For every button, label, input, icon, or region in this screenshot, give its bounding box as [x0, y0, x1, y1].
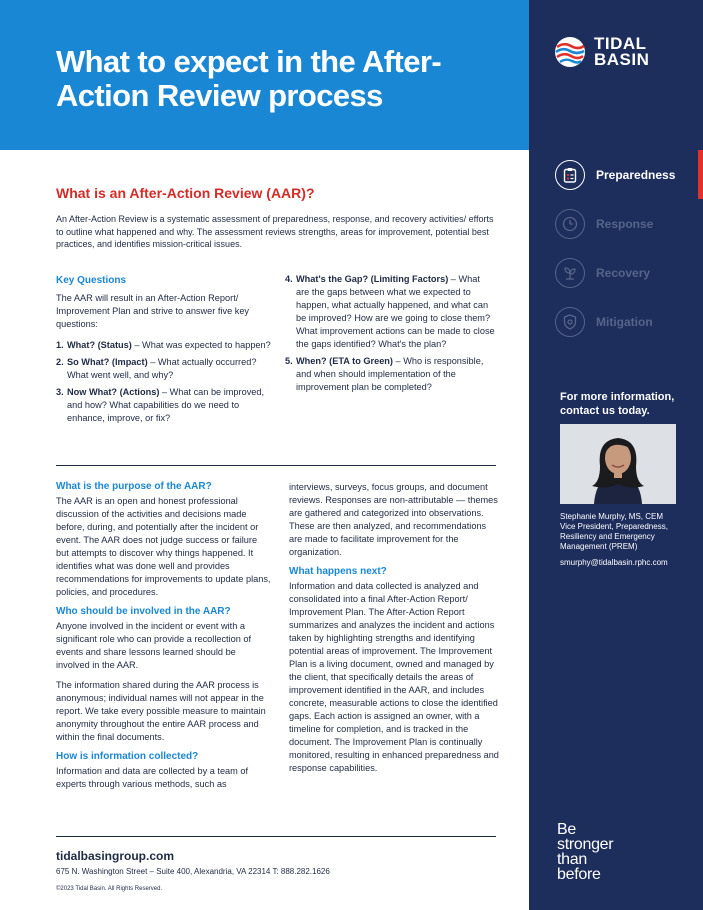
sidebar [529, 0, 703, 910]
involved-text-2: The information shared during the AAR process is anonymous; individual names will not appear in the report. We take every possible measure to maintain anonymity throughout the entire AAR process and within the final documents. [56, 680, 266, 742]
key-questions-column-left [56, 275, 271, 429]
involved-heading: Who should be involved in the AAR? [56, 606, 231, 617]
nav-label-mitigation: Mitigation [596, 314, 653, 329]
list-number: 4. [285, 274, 293, 284]
key-questions-list-2 [285, 273, 495, 394]
divider-bottom [56, 836, 496, 837]
list-item [56, 386, 271, 425]
list-item [56, 356, 271, 382]
list-item [285, 273, 495, 351]
key-questions-heading: Key Questions [56, 275, 127, 286]
question-text: – Who is responsible, and when should implementation of the improvement plan be completed? [296, 356, 484, 392]
logo-text [594, 36, 649, 68]
question-text: – What was expected to happen? [131, 340, 271, 350]
question-label: When? (ETA to Green) [296, 356, 393, 366]
purpose-heading: What is the purpose of the AAR? [56, 481, 212, 492]
logo-line-1: TIDAL [594, 34, 647, 53]
nav-item-response[interactable] [529, 199, 703, 248]
list-number: 5. [285, 356, 293, 366]
nav-item-preparedness[interactable] [529, 150, 703, 199]
contact-name: Stephanie Murphy, MS, CEM [560, 512, 664, 521]
tidal-basin-logo[interactable] [554, 36, 649, 68]
collected-text-continued: interviews, surveys, focus groups, and document reviews. Responses are non-attributable — themes are gathered and categorized into observations. These are then analyzed, and recommendations are made to facilitate improvement for the organization. [289, 482, 498, 557]
logo-line-2: BASIN [594, 50, 650, 69]
nav-label-response: Response [596, 216, 654, 231]
question-label: What? (Status) [67, 340, 132, 350]
nav-item-recovery[interactable] [529, 248, 703, 297]
purpose-text: The AAR is an open and honest professional discussion of the activities and decisions made before, during, and potentially after the incident or event. The AAR does not judge success or failure but attempts to discover why things happened. It identifies what was done well and provides recommendations for improvements to update plans, policies, and procedures. [56, 496, 271, 597]
next-heading: What happens next? [289, 566, 387, 577]
list-number: 2. [56, 357, 64, 367]
collected-heading: How is information collected? [56, 751, 199, 762]
clock-icon [555, 209, 585, 239]
footer-website-link[interactable]: tidalbasingroup.com [56, 849, 175, 863]
list-number: 3. [56, 387, 64, 397]
next-text: Information and data collected is analyzed and consolidated into a final After-Action Report/ Improvement Plan. The After-Action Report summarizes and analyzes the incident and actions taken by highlighting strengths and identifying potential areas of improvement. The Improvement Plan is a living document, owned and managed by the client, that specifically details the areas of improvement identified in the AAR, and includes concrete, measurable actions to close the identified gaps. Each action is assigned an owner, with a timeline for completion, and is tracked in the document. The Improvement Plan is continually monitored, resulting in enhanced preparedness and response capabilities. [289, 581, 499, 773]
nav-item-mitigation[interactable] [529, 297, 703, 346]
tagline: Be stronger than before [557, 821, 614, 883]
section-heading: What is an After-Action Review (AAR)? [56, 185, 315, 201]
lower-column-right [289, 481, 499, 782]
nav-label-preparedness: Preparedness [596, 167, 676, 182]
lower-column-left [56, 481, 271, 798]
contact-photo [560, 424, 676, 504]
list-item [285, 355, 495, 394]
question-text: – What actually occurred? What went well, and why? [67, 357, 257, 380]
key-questions-lead: The AAR will result in an After-Action Report/ Improvement Plan and strive to answer five key questions: [56, 293, 250, 329]
contact-heading: For more information, contact us today. [560, 391, 675, 417]
sprout-icon [555, 258, 585, 288]
clipboard-icon [555, 160, 585, 190]
shield-icon [555, 307, 585, 337]
page-title: What to expect in the After-Action Review process [56, 44, 442, 113]
involved-text-1: Anyone involved in the incident or event with a significant role who can provide a recollection of events and share lessons learned should be involved in the AAR. [56, 621, 252, 670]
list-item [56, 339, 271, 352]
contact-email-link[interactable]: smurphy@tidalbasin.rphc.com [560, 558, 668, 567]
question-label: So What? (Impact) [67, 357, 148, 367]
service-nav [529, 150, 703, 346]
divider-top [56, 465, 496, 466]
nav-label-recovery: Recovery [596, 265, 651, 280]
footer-copyright: ©2023 Tidal Basin. All Rights Reserved. [56, 886, 163, 892]
question-text: – What are the gaps between what we expected to happen, what actually happened, and what can be improved? How are we going to close them? What improvement actions can be made to close the gaps identified? What's the plan? [296, 274, 495, 349]
key-questions-list-1 [56, 339, 271, 425]
footer-address: 675 N. Washington Street – Suite 400, Alexandria, VA 22314 T: 888.282.1626 [56, 867, 330, 876]
header-banner [0, 0, 529, 150]
contact-role: Vice President, Preparedness, Resiliency and Emergency Management (PREM) [560, 522, 668, 551]
wave-globe-icon [554, 36, 586, 68]
intro-paragraph: An After-Action Review is a systematic assessment of preparedness, response, and recovery activities/ efforts to outline what happened and why. The assessment reviews strengths, areas for improvement, potential best practices, and identifies mission-critical issues. [56, 214, 494, 249]
key-questions-column-right [285, 273, 495, 398]
question-label: What's the Gap? (Limiting Factors) [296, 274, 449, 284]
collected-text: Information and data are collected by a team of experts through various methods, such as [56, 766, 249, 789]
question-label: Now What? (Actions) [67, 387, 160, 397]
question-text: – What can be improved, and how? What capabilities do we need to enhance, improve, or fix? [67, 387, 265, 423]
list-number: 1. [56, 340, 64, 350]
